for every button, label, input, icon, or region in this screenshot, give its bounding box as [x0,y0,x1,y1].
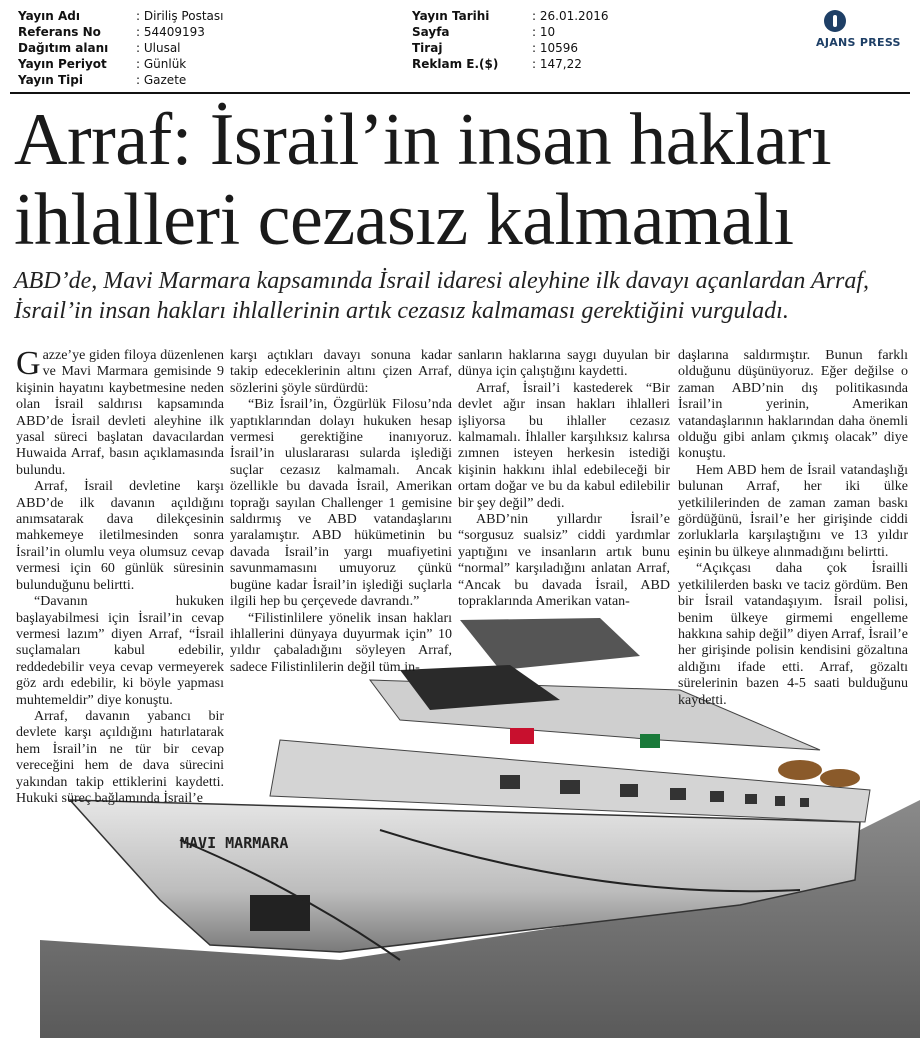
paragraph: “Açıkçası daha çok İsrailli yetkililerden baskı ve taciz gördüm. Ben bir İsrail vatandaşıyım. İsrail polisi, benim ülkeye girmemi engelleme hakkına sahip değil” diyen Arraf, İsrail’e her girişinde polisin kendisini gözaltına aldığını ifade etti. Arraf, gözaltı sürelerinin bazen 4-5 saati bulduğunu kaydetti. [678,561,908,708]
paragraph: “Biz İsrail’in, Özgürlük Filosu’nda yaptıklarından dolayı hukuken hesap vermesi gerektiğine inanıyoruz. İsrail’in uluslararası sularda işlediği suçlar cezasız kalmamalı. Ancak özellikle bu davada İsrail, Amerikan toprağı sayılan Challenger 1 gemisine saldırmış ve ABD vatandaşlarını yaralamıştır. ABD hükümetinin bu davada İsrail’in yargı muafiyetini savunmamasını umuyoruz çünkü bugüne kadar İsrail’in işlediği suçlarla ilgili hep bu çerçevede davrandı.” [230,397,452,610]
header-divider [10,92,910,94]
meta-value: : 10596 [532,41,579,55]
article-column-4 [678,348,908,709]
paragraph: Arraf, İsrail devletine karşı ABD’de ilk davanın açıldığını anımsatarak dava dilekçesinin mahkemeye iletilmesinden sonra İsrail’in olumlu veya olumsuz cevap vermesi için 60 günlük süresinin bulunduğunu belirtti. [16,479,224,593]
headline: Arraf: İsrail’in insan hakları ihlalleri cezasız kalmamalı [14,99,832,261]
meta-value: : Gazete [136,73,187,87]
meta-label: Reklam E.($) [412,57,499,71]
article-column-2 [230,348,452,676]
ship-name: MAVI MARMARA [180,834,289,852]
ship-bridge [460,618,640,670]
paragraph: “Davanın hukuken başlayabilmesi için İsrail’in cevap vermesi lazım” diyen Arraf, “İsrail suçlamaları kabul edebilir, reddedebilir veya cevap vermeyerek göz ardı edebilir, ki böyle yapması muhtemeldir” diye konuştu. [16,594,224,708]
article-column-1 [16,345,224,807]
ajans-press-logo-text: AJANS PRESS [816,36,901,49]
meta-value: : Günlük [136,57,187,71]
hull-door [250,895,310,931]
meta-label: Dağıtım alanı [18,41,109,55]
meta-label: Referans No [18,25,101,39]
paragraph [16,345,224,479]
meta-value: : Ulusal [136,41,181,55]
meta-label: Yayın Adı [18,9,80,23]
subheadline: ABD’de, Mavi Marmara kapsamında İsrail idaresi aleyhine ilk davayı açanlardan Arraf, İsrail’in insan hakları ihlallerinin artık cezasız kalmaması gerektiğini vurguladı. [14,268,869,324]
meta-label: Yayın Tarihi [412,9,490,23]
meta-value: : Diriliş Postası [136,9,224,23]
meta-value: : 147,22 [532,57,582,71]
article-column-3 [458,348,670,611]
meta-label: Sayfa [412,25,450,39]
drop-cap: G [16,345,41,382]
paragraph: karşı açtıkları davayı sonuna kadar takip edeceklerinin altını çizen Arraf, sözlerini şöyle sürdürdü: [230,348,452,396]
paragraph-text: azze’ye giden filoya düzenlenen ve Mavi Marmara gemisinde 9 kişinin hayatını kaybetmesine neden olan İsrail saldırısı kapsamında ABD’de İsrail devleti aleyhine ilk yasal süreci başlatan davacılardan Huwaida Arraf, basın açıklamasında bulundu. [16,348,224,478]
paragraph: Arraf, İsrail’i kastederek “Bir devlet ağır insan hakları ihlalleri işliyorsa bu ihlaller cezasız kalmamalı. İhlaller karşılıksız kalırsa zımnen isteyen herkesin istediği kişinin hakkını ihlal edebileceği bir ortam doğar ve bu da kabul edilebilir bir şey değil” dedi. [458,380,670,511]
meta-value: : 26.01.2016 [532,9,609,23]
clipping-metadata [18,8,808,92]
turkish-flag [510,728,534,744]
lifeboat [820,769,860,787]
ajans-press-logo [812,10,912,50]
paragraph: sanların haklarına saygı duyulan bir dünya için çalıştığını kaydetti. [458,348,670,380]
paragraph: Arraf, davanın yabancı bir devlete karşı açıldığını hatırlatarak hem İsrail’in ne tür bir cevap vereceğini hem de dava sürecini yakından takip ettiklerini kaydetti. Hukuki süreç bağlamında İsrail’e [16,708,224,806]
meta-value: : 54409193 [136,25,205,39]
meta-value: : 10 [532,25,556,39]
paragraph: “Filistinlilere yönelik insan hakları ihlallerini dünyaya duyurmak için” 10 yıldır çabaladığını söyleyen Arraf, sadece Filistinlilerin değil tüm in- [230,610,452,675]
palestinian-flag [640,734,660,748]
paragraph: daşlarına saldırmıştır. Bunun farklı olduğunu düşünüyoruz. Eğer değilse o zaman ABD’nin dış politikasında İsrail’in yerinin, Amerikan vatandaşlarının haklarından daha önemli olduğu gibi anlam çıkmış olacak” diye konuştu. [678,348,908,462]
lifeboat [778,760,822,780]
meta-label: Yayın Periyot [18,57,107,71]
ajans-press-logo-icon [824,10,846,32]
paragraph: ABD’nin yıllardır İsrail’e “sorgusuz sualsiz” ciddi yardımlar yaptığını ve insanların artık bunu “normal” karşıladığını anlatan Arraf, “Ancak bu davada İsrail, ABD topraklarında Amerikan vatan- [458,512,670,610]
paragraph: Hem ABD hem de İsrail vatandaşlığı bulunan Arraf, her iki ülke yetkililerinden de zaman zaman baskı gördüğünü, İsrail’e her girişinde ciddi zorluklarla karşılaştığını ve 13 yıldır eşinin bu ülkeye alınmadığını belirtti. [678,462,908,560]
meta-label: Tiraj [412,41,443,55]
meta-label: Yayın Tipi [18,73,83,87]
